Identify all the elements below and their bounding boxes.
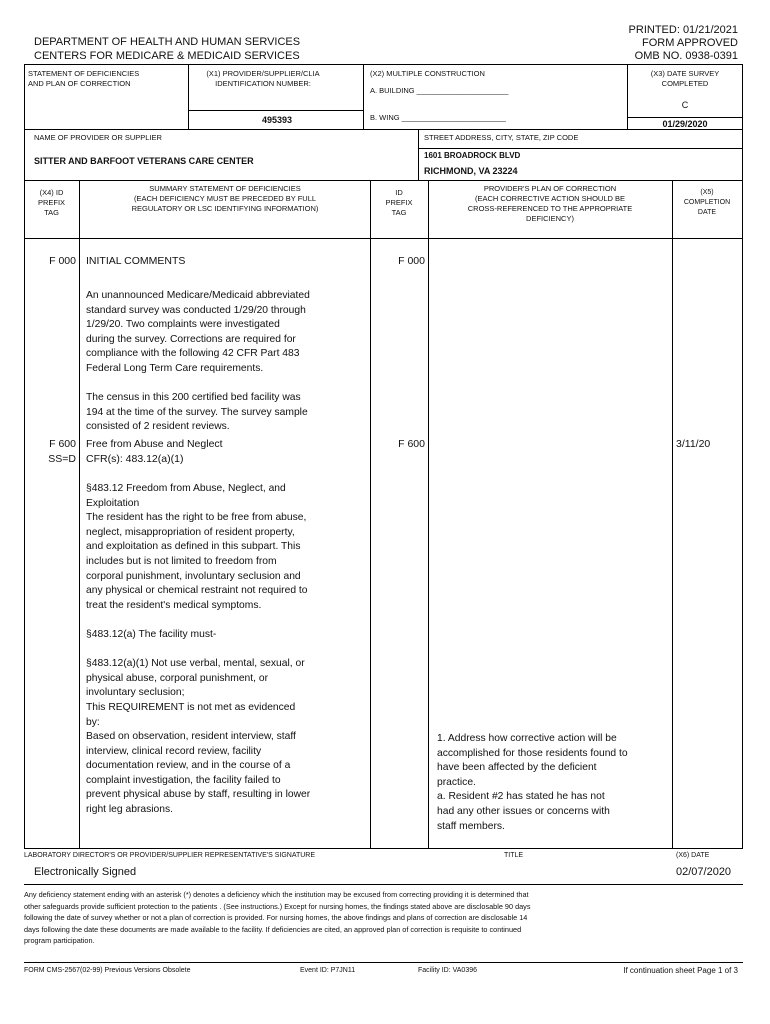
signature-label: LABORATORY DIRECTOR'S OR PROVIDER/SUPPLIER REPRESENTATIVE'S SIGNATURE [24, 852, 316, 859]
page-indicator: If continuation sheet Page 1 of 3 [623, 966, 738, 975]
printed-date: PRINTED: 01/21/2021 [628, 24, 738, 36]
centers-name: CENTERS FOR MEDICARE & MEDICAID SERVICES [34, 50, 300, 62]
x2-label: (X2) MULTIPLE CONSTRUCTION [370, 69, 485, 78]
f000-tag: F 000 [49, 255, 76, 267]
address-line-1: 1601 BROADROCK BLVD [424, 151, 521, 160]
x6-date-label: (X6) DATE [676, 852, 710, 859]
address-label: STREET ADDRESS, CITY, STATE, ZIP CODE [424, 133, 579, 142]
plan-of-correction-text: 1. Address how corrective action will be accomplished for those residents found to have been affected by the deficient practice. a. Resident #2 has stated he has not had any other issues or concerns with staff members. [437, 733, 628, 832]
f000-comments: An unannounced Medicare/Medicaid abbreviated standard survey was conducted 1/29/20 through 1/29/20. Two complaints were investigated during the survey. Corrections are required for compliance with the following 42 CFR Part 483 Federal Long Term Care requirements. The census in this 200 certified bed facility was 194 at the time of the survey. The survey sample consisted of 2 resident reviews. [86, 290, 310, 433]
f600-id-tag: F 600 [398, 438, 425, 450]
form-number: FORM CMS-2567(02-99) Previous Versions Obsolete [24, 967, 191, 974]
f600-deficiency-text: §483.12 Freedom from Abuse, Neglect, and Exploitation The resident has the right to be free from abuse, neglect, misappropriation of resident property, and exploitation as defined in this subpart. This includes but is not limited to freedom from corporal punishment, involuntary seclusion and any physical or chemical restraint not required to treat the resident's medical symptoms. §483.12(a) The facility must- §483.12(a)(1) Not use verbal, mental, sexual, or physical abuse, corporal punishment, or involuntary seclusion; This REQUIREMENT is not met as evidenced by: Based on observation, resident interview, staff interview, clinical record review, facility documentation review, and in the course of a complaint investigation, the facility failed to prevent physical abuse by staff, resulting in lower right leg abrasions. [86, 483, 311, 816]
f000-title: INITIAL COMMENTS [86, 255, 186, 267]
signature-date: 02/07/2020 [676, 866, 732, 878]
omb-number: OMB NO. 0938-0391 [634, 50, 738, 62]
x1-label: (X1) PROVIDER/SUPPLIER/CLIA IDENTIFICATION NUMBER: [206, 69, 320, 88]
x2-building: A. BUILDING ______________________ [370, 86, 509, 95]
department-name: DEPARTMENT OF HEALTH AND HUMAN SERVICES [34, 36, 301, 48]
x3-letter: C [681, 100, 689, 110]
x5-column-header: (X5) COMPLETION DATE [683, 189, 731, 216]
disclosure-footnote: Any deficiency statement ending with an asterisk (*) denotes a deficiency which the institution may be excused from correcting providing it is determined that other safeguards provide sufficient protection to the patients . (See instructions.) Except for nursing homes, the findings stated above are disclosable 90 days following the date of survey whether or not a plan of correction is provided. For nursing homes, the above findings and plans of correction are disclosable 14 days following the date these documents are made available to the facility. If deficiencies are cited, an approved plan of correction is requisite to continued program participation. [24, 890, 531, 945]
id-column-header: ID PREFIX TAG [385, 188, 413, 217]
x3-label: (X3) DATE SURVEY COMPLETED [650, 69, 720, 88]
f600-title: Free from Abuse and Neglect CFR(s): 483.12(a)(1) [86, 438, 223, 465]
event-id: Event ID: P7JN11 [300, 967, 356, 974]
f000-id-tag: F 000 [398, 255, 425, 267]
f600-tag: F 600 SS=D [48, 438, 76, 465]
summary-column-header: SUMMARY STATEMENT OF DEFICIENCIES (EACH DEFICIENCY MUST BE PRECEDED BY FULL REGULATORY OR LSC IDENTIFYING INFORMATION) [131, 184, 319, 213]
provider-name: SITTER AND BARFOOT VETERANS CARE CENTER [34, 156, 254, 166]
x2-wing: B. WING _________________________ [370, 113, 506, 122]
facility-id: Facility ID: VA0396 [418, 967, 478, 974]
x4-column-header: (X4) ID PREFIX TAG [37, 188, 66, 217]
form-approved: FORM APPROVED [642, 37, 738, 49]
provider-name-label: NAME OF PROVIDER OR SUPPLIER [34, 133, 162, 142]
f600-completion-date: 3/11/20 [676, 438, 711, 450]
address-line-2: RICHMOND, VA 23224 [424, 166, 518, 176]
plan-column-header: PROVIDER'S PLAN OF CORRECTION (EACH CORRECTIVE ACTION SHOULD BE CROSS-REFERENCED TO THE APPROPRIATE DEFICIENCY) [467, 184, 633, 223]
survey-completed-date: 01/29/2020 [662, 119, 708, 129]
title-label: TITLE [504, 852, 524, 859]
signature-value: Electronically Signed [34, 866, 137, 878]
statement-label: STATEMENT OF DEFICIENCIES AND PLAN OF CORRECTION [28, 69, 140, 88]
provider-id-number: 495393 [262, 115, 293, 125]
